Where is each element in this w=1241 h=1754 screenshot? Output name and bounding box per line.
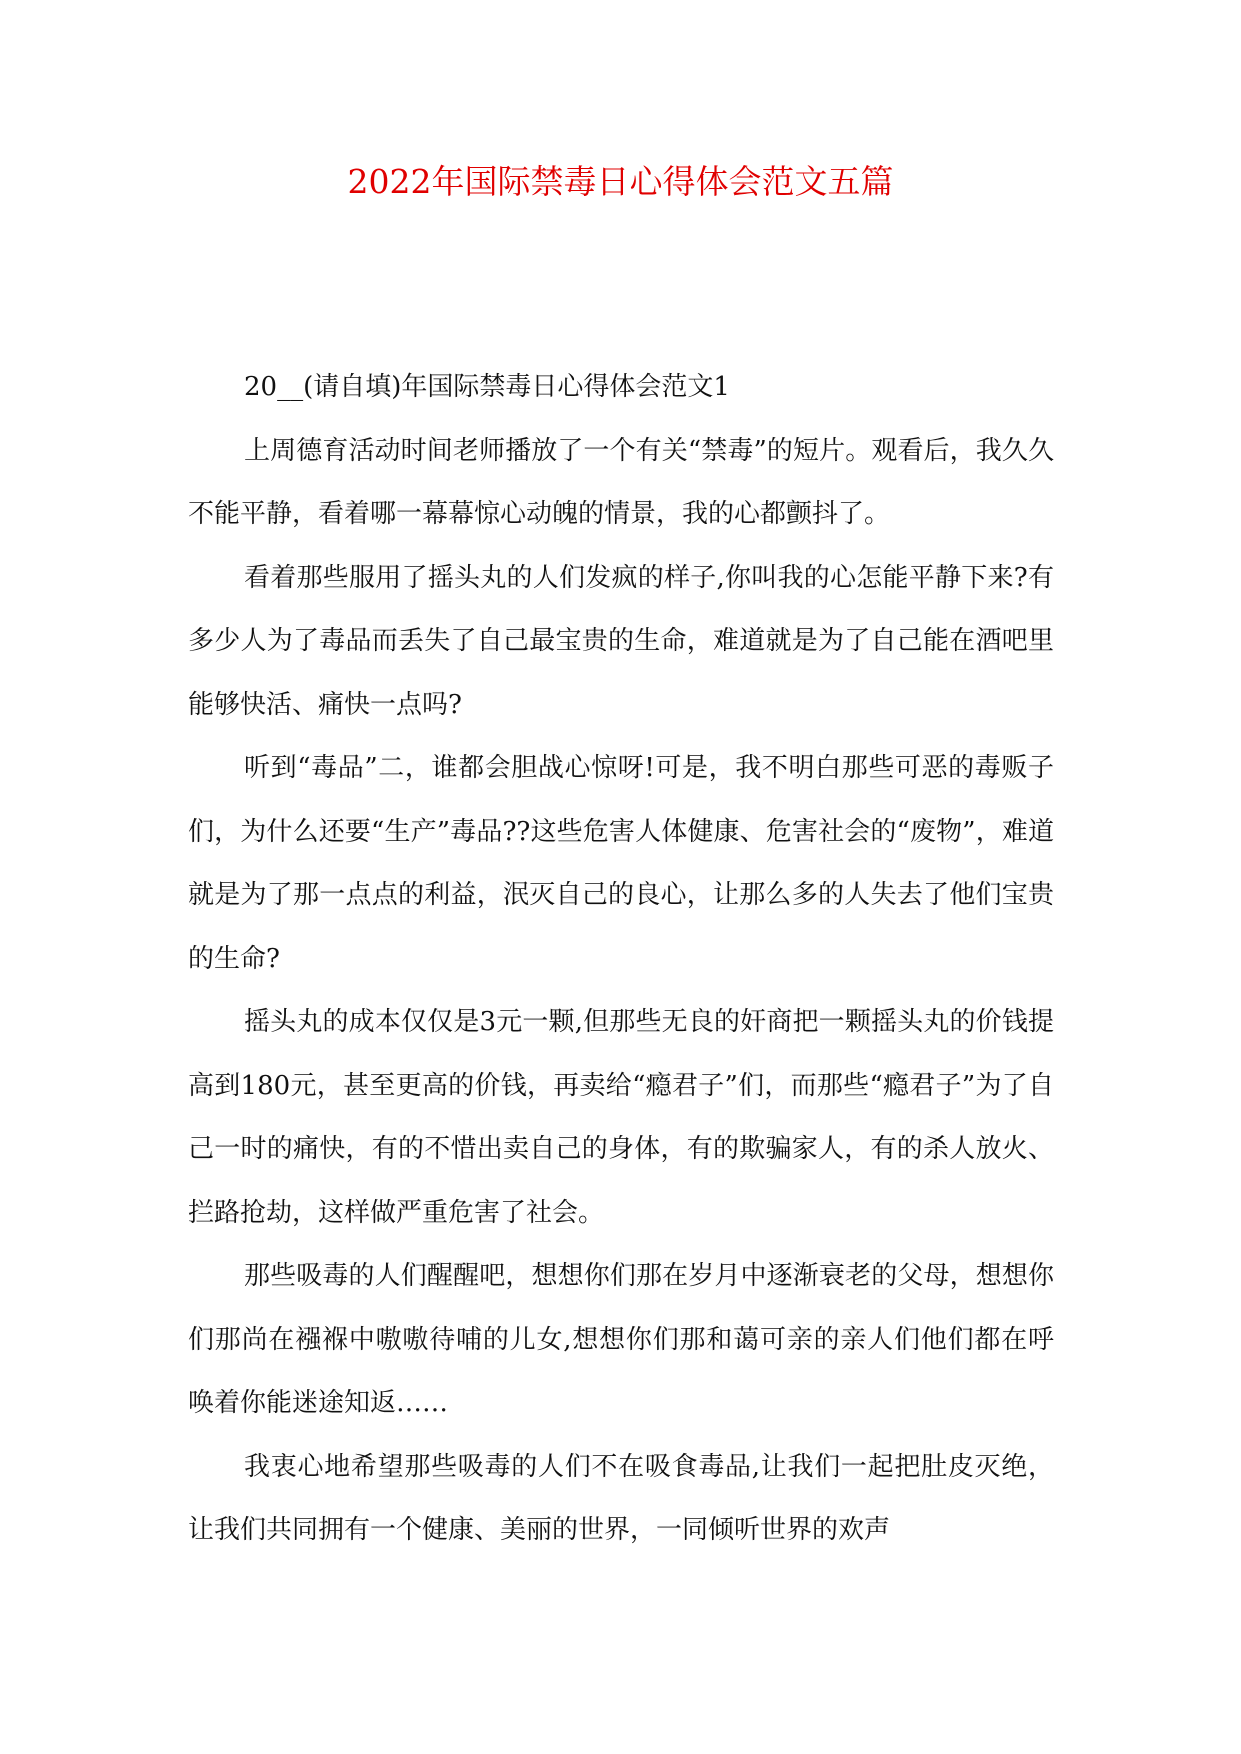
section-heading: 20__(请自填)年国际禁毒日心得体会范文1 <box>244 372 730 402</box>
body-paragraph: 听到“毒品”二，谁都会胆战心惊呀!可是，我不明白那些可恶的毒贩子们，为什么还要“生产”毒品??这些危害人体健康、危害社会的“废物”，难道就是为了那一点点的利益，泯灭自己的良心，让那么多的人失去了他们宝贵的生命? <box>188 753 1054 974</box>
document-title: 2022年国际禁毒日心得体会范文五篇 <box>347 162 894 201</box>
body-paragraph: 上周德育活动时间老师播放了一个有关“禁毒”的短片。观看后，我久久不能平静，看着哪一幕幕惊心动魄的情景，我的心都颤抖了。 <box>188 435 1054 529</box>
body-paragraph: 摇头丸的成本仅仅是3元一颗,但那些无良的奸商把一颗摇头丸的价钱提高到180元，甚至更高的价钱，再卖给“瘾君子”们，而那些“瘾君子”为了自己一时的痛快，有的不惜出卖自己的身体，有的欺骗家人，有的杀人放火、拦路抢劫，这样做严重危害了社会。 <box>188 1007 1054 1228</box>
body-paragraph: 那些吸毒的人们醒醒吧，想想你们那在岁月中逐渐衰老的父母，想想你们那尚在襁褓中嗷嗷待哺的儿女,想想你们那和蔼可亲的亲人们他们都在呼唤着你能迷途知返…… <box>188 1261 1054 1418</box>
body-paragraph: 看着那些服用了摇头丸的人们发疯的样子,你叫我的心怎能平静下来?有多少人为了毒品而丢失了自己最宝贵的生命，难道就是为了自己能在酒吧里能够快活、痛快一点吗? <box>188 562 1054 720</box>
body-paragraph: 我衷心地希望那些吸毒的人们不在吸食毒品,让我们一起把肚皮灭绝，让我们共同拥有一个健康、美丽的世界，一同倾听世界的欢声 <box>188 1451 1054 1545</box>
document-body <box>188 356 1054 1563</box>
